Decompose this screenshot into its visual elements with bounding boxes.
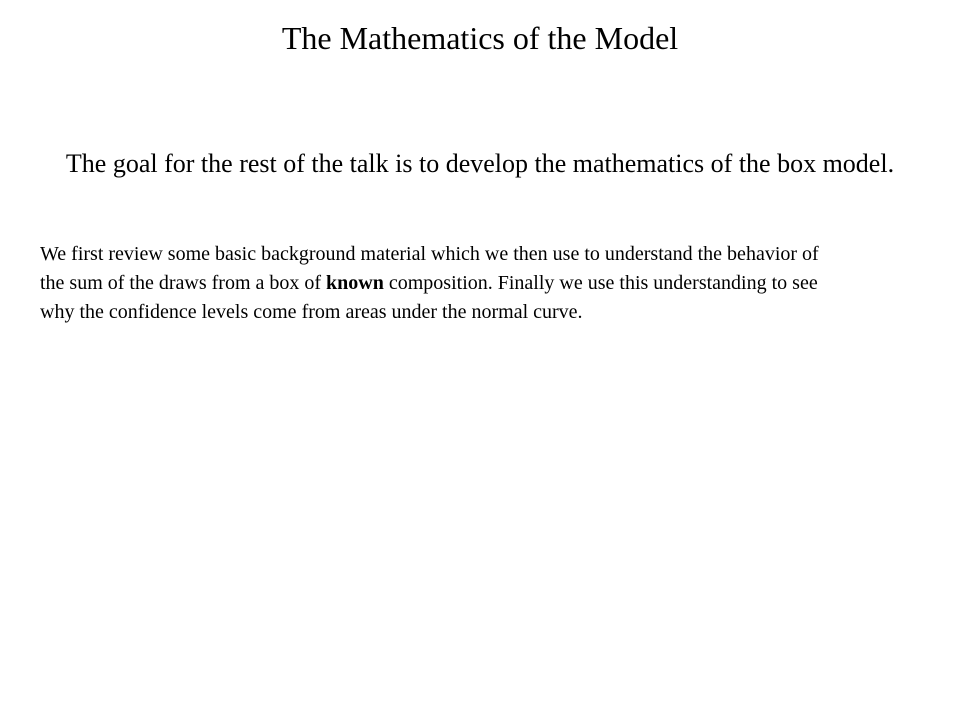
body-text-emphasis: known <box>326 272 384 294</box>
body-text-part-2: composition. Finally we use this understanding to see why the confidence levels come from areas under the normal curve. <box>40 272 818 323</box>
slide-title: The Mathematics of the Model <box>281 20 679 56</box>
slide-body-text <box>40 240 840 327</box>
slide-subtitle: The goal for the rest of the talk is to develop the mathematics of the box model. <box>65 149 895 178</box>
body-text-part-1: We first review some basic background material which we then use to understand the behavior of the sum of the draws from a box of <box>40 243 819 294</box>
